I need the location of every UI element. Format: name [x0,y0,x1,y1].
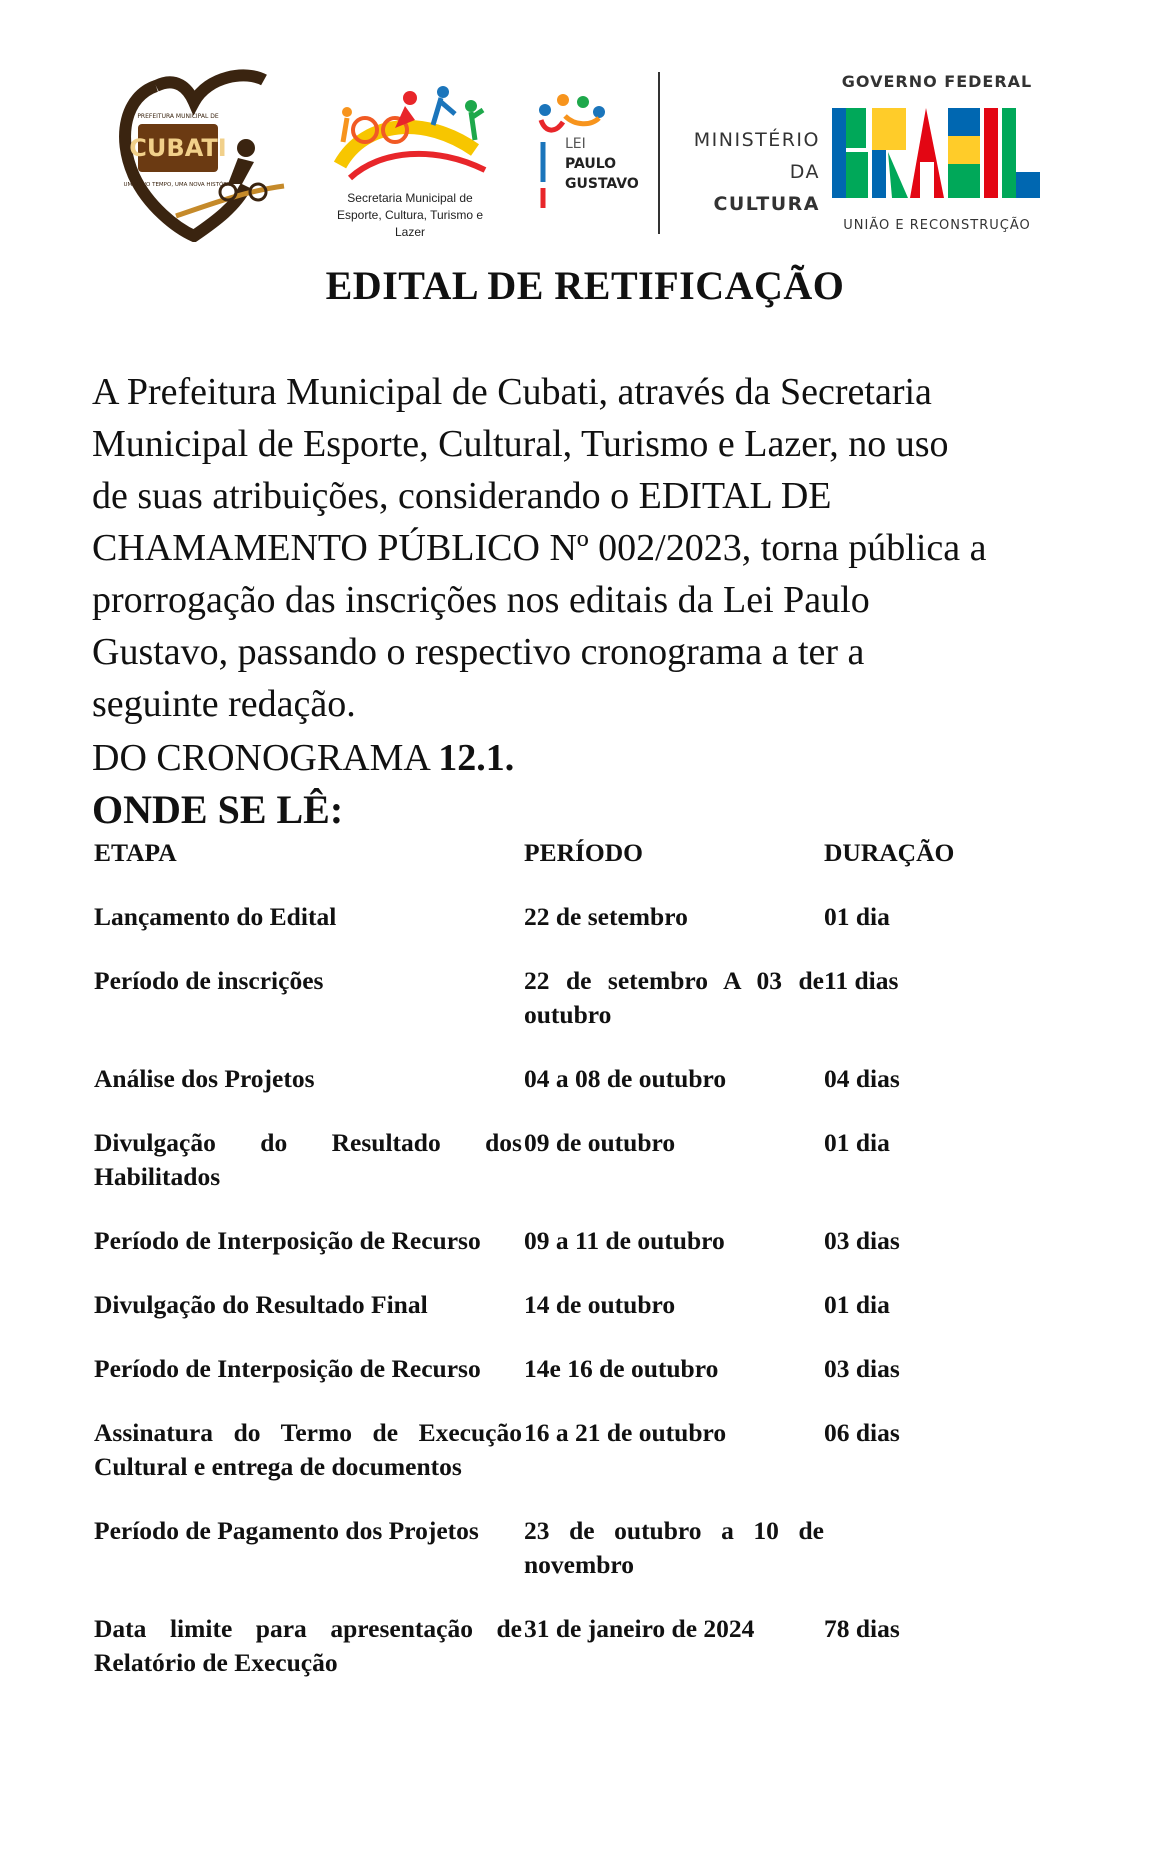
intro-line: prorrogação das inscrições nos editais da Lei Paulo [92,579,870,621]
secretaria-caption-line1: Secretaria Municipal de [347,191,473,205]
table-header-row [94,836,1034,870]
cell-periodo: 14 de outubro [524,1290,676,1319]
column-header-periodo: PERÍODO [524,838,644,867]
table-row [94,1612,1034,1680]
intro-line: CHAMAMENTO PÚBLICO Nº 002/2023, torna pública a [92,527,987,569]
lpg-text-gustavo: GUSTAVO [565,176,639,192]
table-row [94,1288,1034,1322]
cell-duracao: 78 dias [824,1614,900,1643]
secretaria-logo [325,70,495,239]
cell-etapa: Período de Pagamento dos Projetos [94,1516,479,1545]
table-row [94,1352,1034,1386]
ministerio-line1: MINISTÉRIO DA [693,129,820,183]
cubati-logo-line1: PREFEITURA MUNICIPAL DE [137,113,219,120]
cell-duracao: 01 dia [824,902,890,931]
section-reference [92,732,514,784]
ministerio-cultura-logo [675,124,825,215]
cell-etapa: Análise dos Projetos [94,1064,315,1093]
column-header-etapa: ETAPA [94,838,177,867]
cell-etapa: Assinatura do Termo de Execução Cultural e entrega de documentos [94,1418,522,1481]
cell-etapa: Período de inscrições [94,966,324,995]
governo-federal-title: GOVERNO FEDERAL [841,72,1033,91]
governo-federal-slogan: UNIÃO E RECONSTRUÇÃO [843,218,1031,233]
intro-line: seguinte redação. [92,683,356,725]
cubati-logo-word: CUBATI [129,134,227,162]
cell-periodo: 16 a 21 de outubro [524,1418,727,1447]
cell-periodo: 22 de setembro [524,902,688,931]
lpg-text-paulo: PAULO [565,156,617,172]
logo-divider [658,72,660,234]
cell-periodo: 31 de janeiro de 2024 [524,1614,755,1643]
lei-paulo-gustavo-logo [535,92,645,222]
table-row [94,964,1034,1032]
table-row [94,1224,1034,1258]
cell-duracao: 01 dia [824,1128,890,1157]
cell-periodo: 14e 16 de outubro [524,1354,719,1383]
table-row [94,900,1034,934]
intro-line: A Prefeitura Municipal de Cubati, através da Secretaria [92,371,932,413]
schedule-table [94,836,1034,1680]
cell-periodo: 22 de setembro A 03 de outubro [524,966,824,1029]
cell-periodo: 23 de outubro a 10 de novembro [524,1516,824,1579]
table-row [94,1416,1034,1484]
intro-line: Municipal de Esporte, Cultural, Turismo e Lazer, no uso [92,423,949,465]
cell-duracao: 11 dias [824,966,899,995]
secretaria-caption [325,190,495,241]
cell-etapa: Data limite para apresentação de Relatório de Execução [94,1614,522,1677]
cell-duracao: 03 dias [824,1226,900,1255]
cubati-logo [116,66,286,242]
cell-duracao [824,1514,1024,1582]
table-row [94,1514,1034,1582]
intro-line: de suas atribuições, considerando o EDITAL DE [92,475,832,517]
section-reference-prefix: DO CRONOGRAMA [92,737,439,779]
cell-duracao: 04 dias [824,1064,900,1093]
ministerio-cultura-text [675,124,820,220]
cell-etapa: Divulgação do Resultado dos Habilitados [94,1128,522,1191]
brasil-word-art [832,102,1042,212]
secretaria-caption-line2: Esporte, Cultura, Turismo e Lazer [336,208,484,239]
section-reference-number: 12.1. [438,737,515,779]
intro-paragraph [92,366,1142,730]
header-logos [110,62,1070,242]
cell-etapa: Lançamento do Edital [94,902,337,931]
cell-periodo: 04 a 08 de outubro [524,1064,727,1093]
table-row [94,1126,1034,1194]
lpg-text-lei: LEI [565,136,586,152]
cell-duracao: 01 dia [824,1290,890,1319]
lpg-text [565,134,639,194]
cell-etapa: Período de Interposição de Recurso [94,1354,481,1383]
intro-line: Gustavo, passando o respectivo cronograma a ter a [92,631,865,673]
onde-se-le-heading: ONDE SE LÊ: [92,787,344,832]
cubati-logo-slogan: UM NOVO TEMPO, UMA NOVA HISTÓRIA [123,182,233,188]
cell-etapa: Divulgação do Resultado Final [94,1290,428,1319]
column-header-duracao: DURAÇÃO [824,838,955,867]
ministerio-line2: CULTURA [713,193,820,215]
cell-periodo: 09 a 11 de outubro [524,1226,725,1255]
cell-etapa: Período de Interposição de Recurso [94,1226,481,1255]
cell-duracao: 03 dias [824,1354,900,1383]
governo-federal-logo [832,72,1052,244]
cell-periodo: 09 de outubro [524,1128,676,1157]
document-title: EDITAL DE RETIFICAÇÃO [325,263,845,308]
cell-duracao: 06 dias [824,1418,900,1447]
table-row [94,1062,1034,1096]
